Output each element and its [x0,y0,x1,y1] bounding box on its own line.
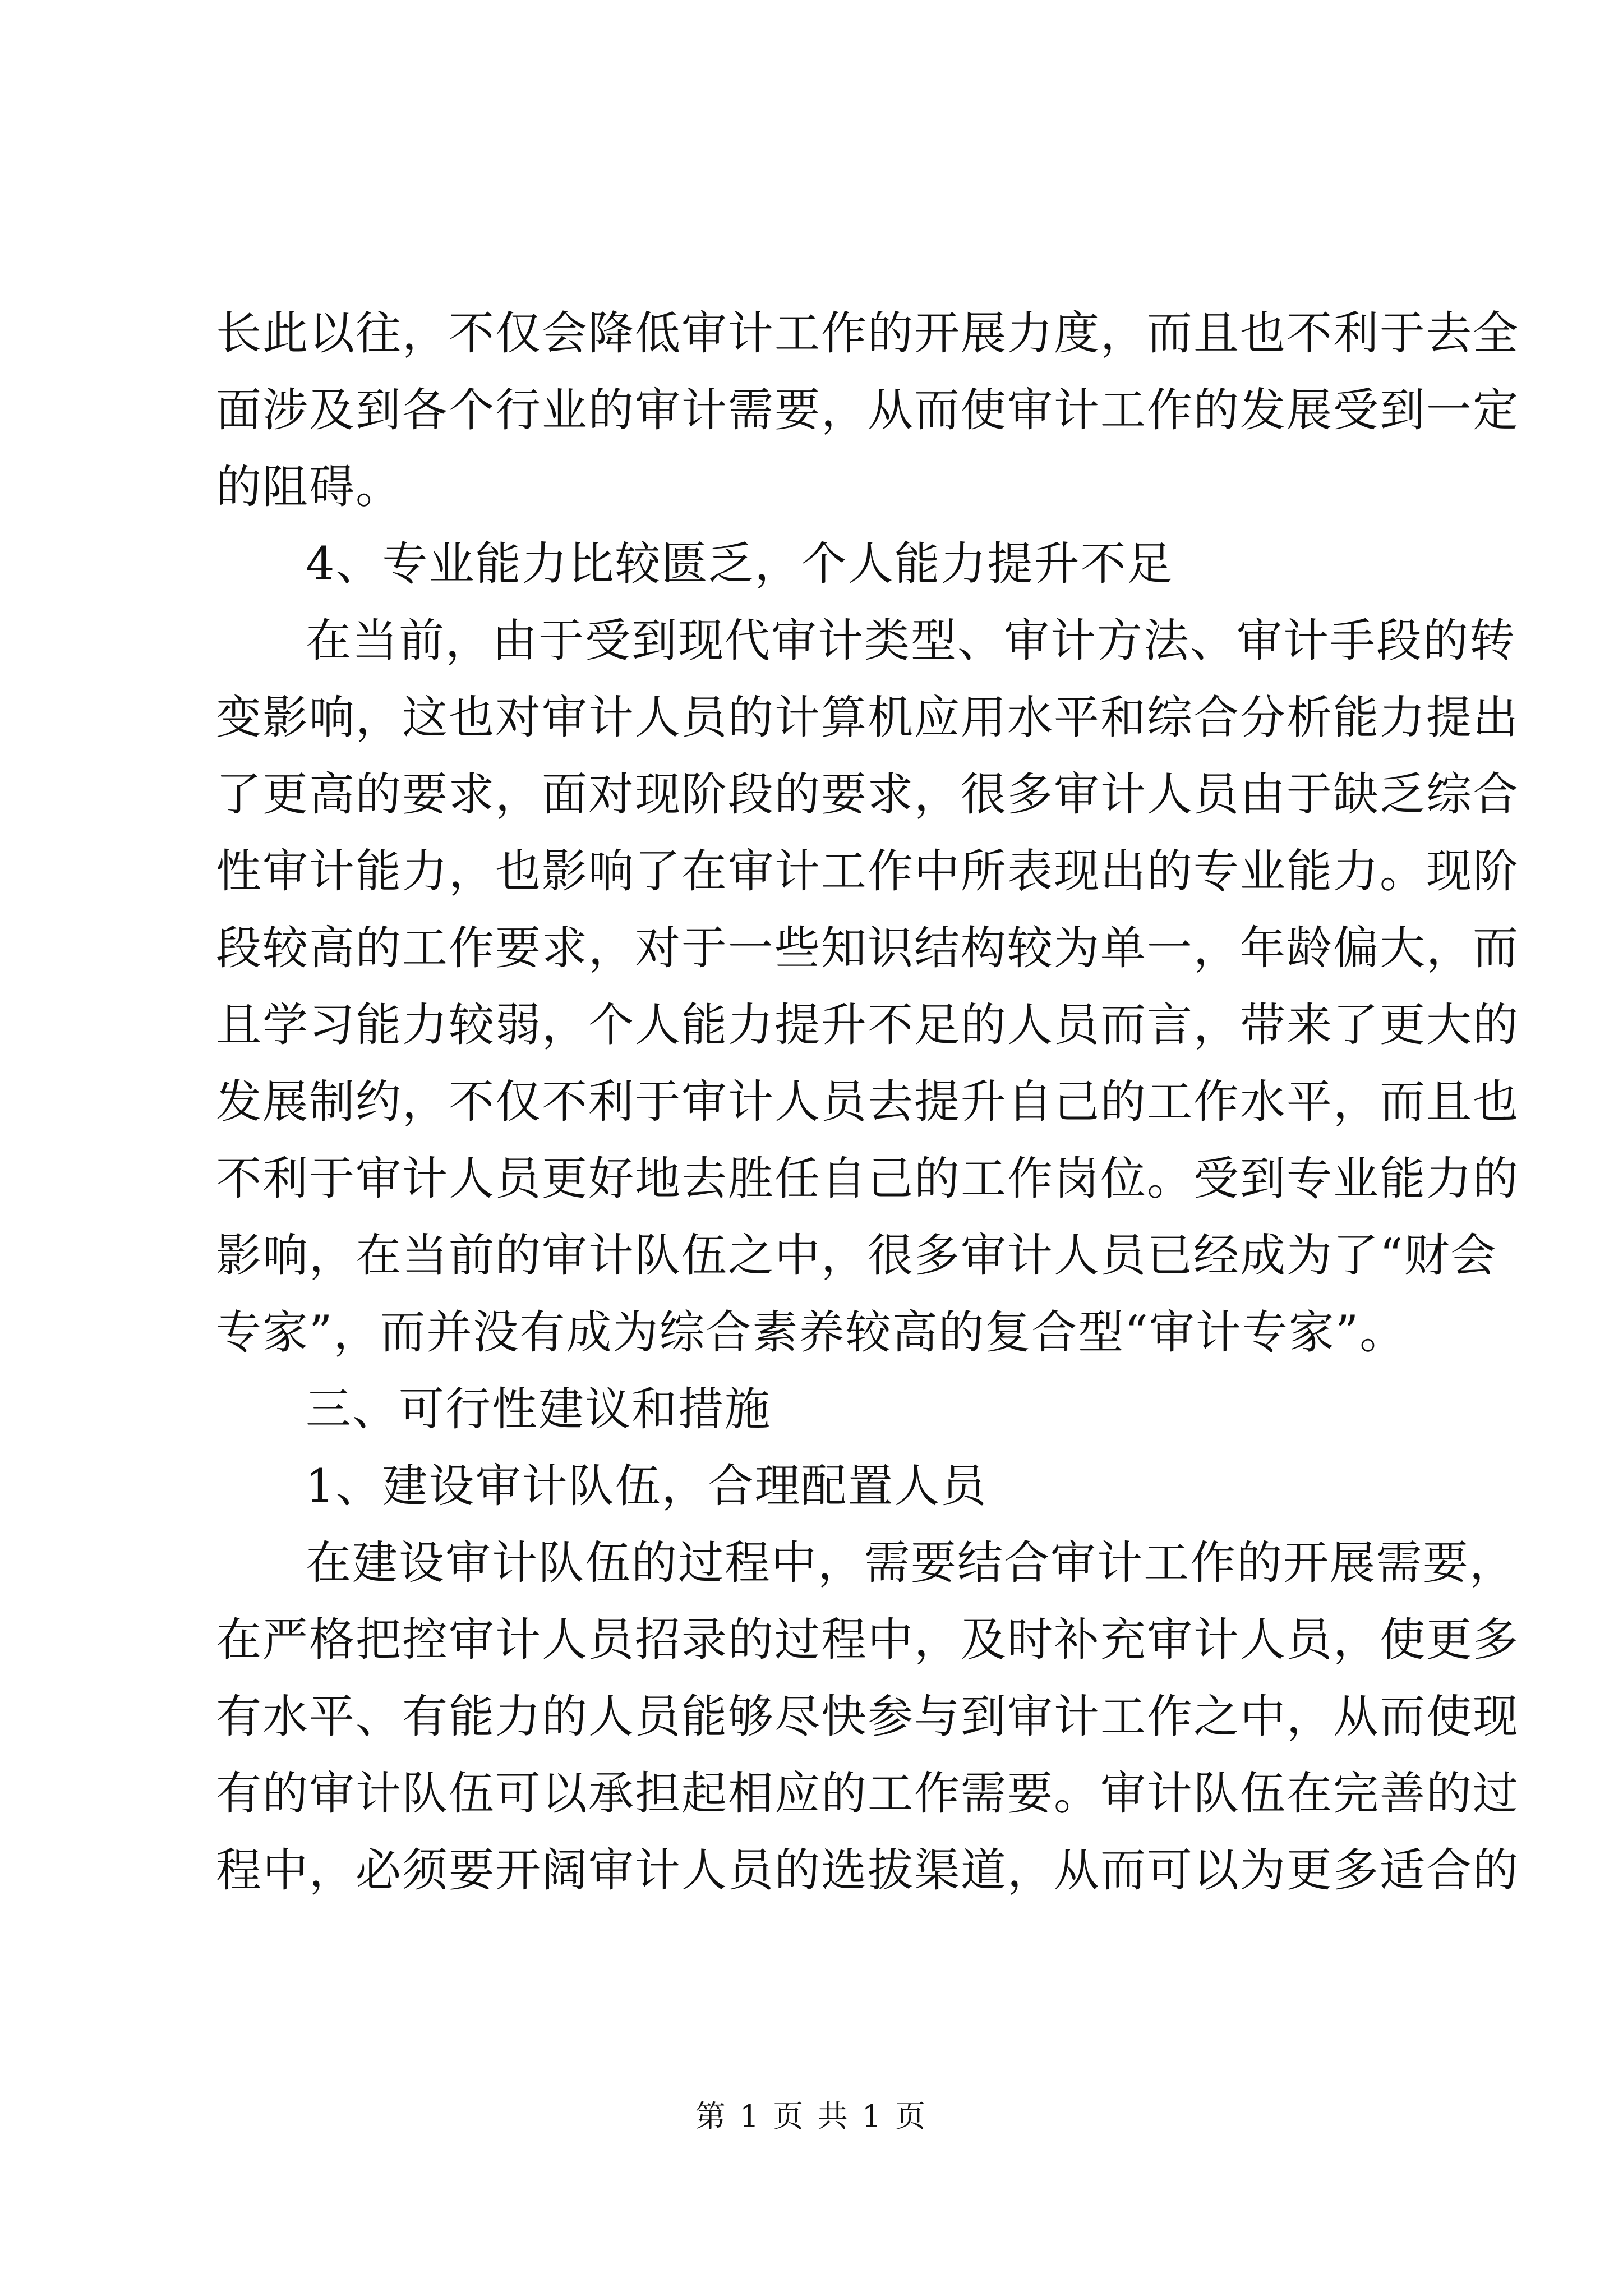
text-line: 程中，必须要开阔审计人员的选拔渠道，从而可以为更多适合的 [216,1844,1520,1897]
text-line: 在建设审计队伍的过程中，需要结合审计工作的开展需要， [306,1537,1516,1590]
text-line: 有水平、有能力的人员能够尽快参与到审计工作之中，从而使现 [216,1691,1520,1743]
text-line: 影响，在当前的审计队伍之中，很多审计人员已经成为了“财会 [216,1230,1497,1282]
text-line: 了更高的要求，面对现阶段的要求，很多审计人员由于缺乏综合 [216,769,1520,821]
text-line: 变影响，这也对审计人员的计算机应用水平和综合分析能力提出 [216,692,1520,744]
text-line: 三、可行性建议和措施 [306,1383,772,1436]
text-line: 专家”，而并没有成为综合素养较高的复合型“审计专家”。 [216,1306,1407,1359]
text-line: 性审计能力，也影响了在审计工作中所表现出的专业能力。现阶 [216,845,1520,898]
text-line: 长此以往，不仅会降低审计工作的开展力度，而且也不利于去全 [216,307,1520,360]
text-line: 在当前，由于受到现代审计类型、审计方法、审计手段的转 [306,615,1516,668]
text-line: 4、专业能力比较匮乏，个人能力提升不足 [306,538,1174,591]
text-line: 段较高的工作要求，对于一些知识结构较为单一，年龄偏大，而 [216,922,1520,975]
text-line: 在严格把控审计人员招录的过程中，及时补充审计人员，使更多 [216,1614,1520,1667]
text-line: 发展制约，不仅不利于审计人员去提升自己的工作水平，而且也 [216,1076,1520,1129]
text-line: 面涉及到各个行业的审计需要，从而使审计工作的发展受到一定 [216,384,1520,437]
text-line: 1、建设审计队伍，合理配置人员 [306,1460,988,1513]
page-footer: 第 1 页 共 1 页 [695,2099,928,2134]
text-line: 的阻碍。 [216,461,403,514]
text-line: 且学习能力较弱，个人能力提升不足的人员而言，带来了更大的 [216,999,1520,1052]
text-line: 有的审计队伍可以承担起相应的工作需要。审计队伍在完善的过 [216,1768,1520,1820]
text-line: 不利于审计人员更好地去胜任自己的工作岗位。受到专业能力的 [216,1153,1520,1205]
